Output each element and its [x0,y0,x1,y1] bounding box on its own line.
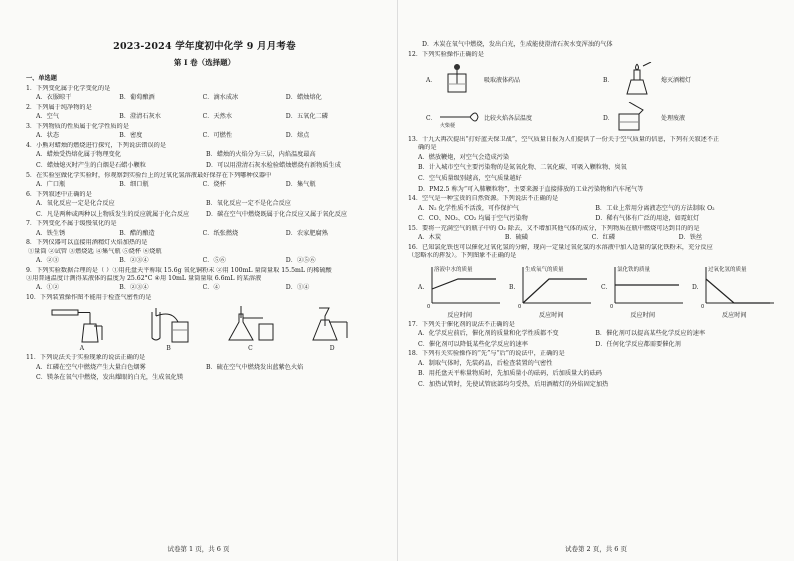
option: A．空气 [36,113,60,121]
graph-ylabel: 过氧化氢的质量 [708,266,747,273]
option: C．滴水成冰 [202,94,239,102]
question-8-items: ①量筒 ②试管 ③燃烧匙 ④集气瓶 ⑤烧杯 ⑥烧瓶 [28,247,162,255]
options-3 [36,131,383,141]
question-14: 14．空气是一种宝贵的自然资源。下列说法不正确的是 [408,195,559,203]
option: D．五氧化二磷 [285,113,328,121]
graph-ylabel: 氯化铁的质量 [616,266,650,273]
option: C．镁条在氧气中燃烧，发出耀眼的白光，生成氧化镁 [36,374,184,382]
question-5: 5．在实验室做化学实验时，你观察到实验台上的过氧化氢溶液最好保存在下列哪种仪器中 [26,171,272,179]
figure-label: B [166,345,171,353]
option-desc: 处理废液 [661,114,686,122]
options-13a [418,153,780,163]
figure-label: D [329,345,335,353]
experiment-grid [426,62,780,132]
option: B．工业上常用分离液态空气的方法制取 O₂ [595,204,715,212]
options-18c [418,380,780,390]
option-letter: D． [603,114,614,122]
option: A．②③ [36,257,60,264]
figure-b [142,304,196,352]
options-6a [36,199,383,209]
question-9: 9．下列实验数据合理的是（ ）①用托盘天平称取 15.6g 氧化铜粉末 ②用 100mL 量筒量取 15.5mL 的稀硫酸 [26,266,332,274]
question-8: 8．下列仪器可以直接用酒精灯火焰加热的是 [26,239,148,247]
options-18b [418,369,780,379]
options-5 [36,180,383,190]
graph-water-mass [416,263,504,309]
options-1 [36,93,383,103]
test-tube-icon [142,304,196,344]
option-desc: 吸取液体药品 [484,76,521,84]
graph-letter: C. [600,283,608,291]
option: B．硫在空气中燃烧发出蓝紫色火焰 [206,363,304,371]
options-4b [36,161,383,171]
graph-c [599,263,687,319]
option: C．可燃性 [202,132,233,140]
page-footer: 试卷第 1 页，共 6 页 [167,545,230,553]
figure-label: C [248,345,253,353]
graph-xlabel: 反应时间 [721,311,747,319]
option-letter: B． [603,76,614,84]
option: C．加热试管时，先使试管底部均匀受热，后用酒精灯的外焰固定加热 [418,380,609,388]
options-14a [418,204,780,214]
graph-ylabel: 溶液中水的质量 [433,266,473,273]
question-13-cont: 确的是 [418,144,437,152]
question-3: 3．下列物质的性质属于化学性质的是 [26,123,129,130]
question-11: 11．下列说法关于实验现象的说法正确的是 [26,354,146,362]
option: A．衣服晾干 [36,94,72,102]
option: B．氧化反应一定不是化合反应 [206,200,291,207]
graph-xlabel: 反应时间 [538,311,564,319]
graph-oxygen-mass [507,263,595,309]
graph-origin: 0 [518,303,522,309]
option: A．氧化反应一定是化合反应 [36,200,115,207]
alcohol-lamp-icon [617,62,657,96]
volume-title: 第 I 卷（选择题） [173,58,236,67]
options-15 [418,233,780,243]
option: A．铁生锈 [36,229,66,237]
graph-letter: A. [417,283,424,291]
question-12: 12．下列实验操作正确的是 [408,50,484,58]
section-heading: 一、单选题 [26,75,57,82]
option-letter: C． [426,114,437,122]
experiment-d [603,102,780,132]
syringe-flask-icon [50,304,114,344]
option: A．N₂ 化学性质不活泼，可作保护气 [418,204,519,212]
conical-flask-icon [223,304,277,344]
option: D．蜡烛熔化 [285,94,322,102]
graph-xlabel: 反应时间 [447,311,473,319]
graph-a [416,263,504,319]
experiment-c [426,102,603,132]
option: D．农家肥腐熟 [285,229,328,237]
option: D．稀有气体有广泛的用途，如霓虹灯 [595,215,700,223]
figure-a [50,304,114,352]
options-6b [36,210,383,220]
option: B．催化剂可以提高某些化学反应的速率 [595,330,706,337]
options-2 [36,112,383,122]
question-18: 18．下列有关实验操作的“先”与“后”的说法中，正确的是 [408,350,565,358]
figure-c [223,304,277,352]
question-16-cont: （忽略水的挥发）。下列图象不正确的是 [408,252,517,260]
option: A．蜡烛受热熔化属于物理变化 [36,151,121,159]
option: D．木炭在氧气中燃烧，发出白光，生成能使澄清石灰水变浑浊的气体 [422,41,613,48]
figure-d [305,304,359,352]
question-2: 2．下列属于纯净物的是 [26,104,92,111]
match-label: 火柴梗 [440,123,456,129]
option: D．可以用澄清石灰水检验蜡烛燃烧有新物质生成 [206,162,341,169]
option: A．①② [36,284,60,292]
option: C．凡是两种或两种以上物质发生的反应就属于化合反应 [36,210,190,218]
option: C．CO、NO₂、CO₂ 均属于空气污染物 [418,215,528,223]
option: A．制取气体时，先装药品，后检查装置的气密性 [418,359,553,367]
options-13c [418,174,780,184]
options-4a [36,150,383,160]
option: A．状态 [36,132,60,140]
graph-curve [432,279,496,289]
exam-title: 2023-2024 学年度初中化学 9 月月考卷 [113,41,296,52]
option: C．⑤⑥ [202,257,226,264]
options-14b [418,214,780,224]
option: C．纸张燃烧 [202,229,239,237]
flask-funnel-icon [305,304,359,344]
option: D．②⑤⑥ [285,257,316,264]
graph-letter: D. [692,283,699,291]
graph-xlabel: 反应时间 [630,311,656,319]
graph-curve [523,279,587,303]
option: A．木炭 [418,234,442,242]
option: C．④ [202,284,220,292]
option: C．空气质量级别越高，空气质量越好 [418,175,522,182]
question-1: 1．下列变化属于化学变化的是 [26,85,111,92]
question-7: 7．下列变化不属于缓慢氧化的是 [26,220,117,228]
options-11d [422,40,780,50]
option: C．催化剂可以降低某些化学反应的速率 [418,340,528,348]
options-8 [36,256,383,266]
options-17a [418,329,780,339]
match-flame-icon [440,105,480,129]
option: A．化学反应前后，催化剂的质量和化学性质都不变 [418,330,559,337]
graph-ylabel: 生成氧气的质量 [525,266,564,273]
option: D．铁丝 [678,234,703,242]
options-13d [418,185,780,195]
options-18a [418,359,780,369]
option: B．细口瓶 [119,181,149,188]
question-17: 17．下列关于催化剂的说法不正确的是 [408,320,515,328]
option: B．蜡烛的火焰分为三层，内焰温度最高 [206,151,316,159]
option: D．PM2.5 称为“可入肺颗粒物”，主要来源于直接排放的工业污染物和汽车尾气等 [418,185,644,193]
option: D．①④ [285,284,310,292]
option: D．碳在空气中燃烧既属于化合反应又属于氧化反应 [206,210,348,218]
figure-label: A [79,345,85,353]
page-footer: 试卷第 2 页，共 6 页 [564,545,628,553]
option: B．醋的酿造 [119,229,155,237]
option: D．集气瓶 [285,181,316,188]
option-desc: 比较火焰各层温度 [484,114,533,122]
option: B．澄清石灰水 [119,113,161,121]
options-9 [36,283,383,293]
option: A．燃放鞭炮，对空气会造成污染 [418,153,510,161]
options-7 [36,229,383,239]
dropper-bottle-icon [440,64,480,94]
option: A．红磷在空气中燃烧产生大量白色烟雾 [36,363,146,371]
option: C．红磷 [591,234,616,242]
question-13: 13．十九大再次提出“打好蓝天保卫战”，空气质量日报为人们提供了一份关于空气质量的信息，下列有关叙述不正 [408,136,720,143]
option: B．用托盘天平称量物质时，先加质量小的砝码，后加质量大的砝码 [418,370,602,378]
exam-page-right [397,0,794,561]
experiment-a [426,62,603,96]
graph-b [507,263,595,319]
option: C．烧杯 [202,181,226,188]
question-6: 6．下列叙述中正确的是 [26,190,92,198]
option: A．广口瓶 [36,181,66,188]
options-11a [36,363,383,373]
graph-d [690,263,778,319]
graph-letter: B. [509,283,516,291]
option: C．天然水 [202,113,233,121]
option-desc: 熄灭酒精灯 [661,76,692,84]
graph-origin: 0 [426,303,430,309]
question-9-cont: ③用普通温度计测得某液体的温度为 25.62°C ④用 10mL 量筒量取 6.6mL 的某溶液 [26,275,262,282]
graph-origin: 0 [701,303,705,309]
option: B．密度 [119,132,143,140]
experiment-b [603,62,780,96]
option-letter: A． [426,76,437,84]
question-4: 4．小熊对蜡烛的燃烧进行探究，下列说法错误的是 [26,142,167,149]
option: D．熔点 [285,132,310,140]
option: B．葡萄酿酒 [119,94,155,102]
option: B．②③④ [119,257,149,264]
option: B．②③④ [119,284,149,292]
option: B．计入城市空气主要污染物的是氮氧化物、二氧化碳、可吸入颗粒物、臭氧 [418,164,627,172]
graph-origin: 0 [609,303,613,309]
option: D．任何化学反应都需要催化剂 [595,340,681,348]
question-15: 15．要将一充满空气的瓶子中的 O₂ 除去，又不增加其他气体的成分，下列物质在瓶中燃烧可达到目的的是 [408,224,700,232]
option: B．硫磺 [504,234,528,242]
options-13b [418,163,780,173]
options-17b [418,340,780,350]
graph-iron-chloride-mass [599,263,687,309]
graph-peroxide-mass [690,263,778,309]
apparatus-figures [26,304,383,352]
question-16: 16．已知氯化铁也可以催化过氧化氢的分解，现向一定量过氧化氢的水溶液中加入适量的氯化铁粉末，充分反应 [408,243,713,251]
graph-row [414,263,780,319]
question-10: 10．下列装置操作图不能用于检查气密性的是 [26,294,152,301]
option: C．蜡烛熄灭时产生的白烟是石蜡小颗粒 [36,162,146,169]
graph-curve [706,279,770,303]
waste-beaker-icon [617,102,657,132]
options-11b [36,373,383,383]
